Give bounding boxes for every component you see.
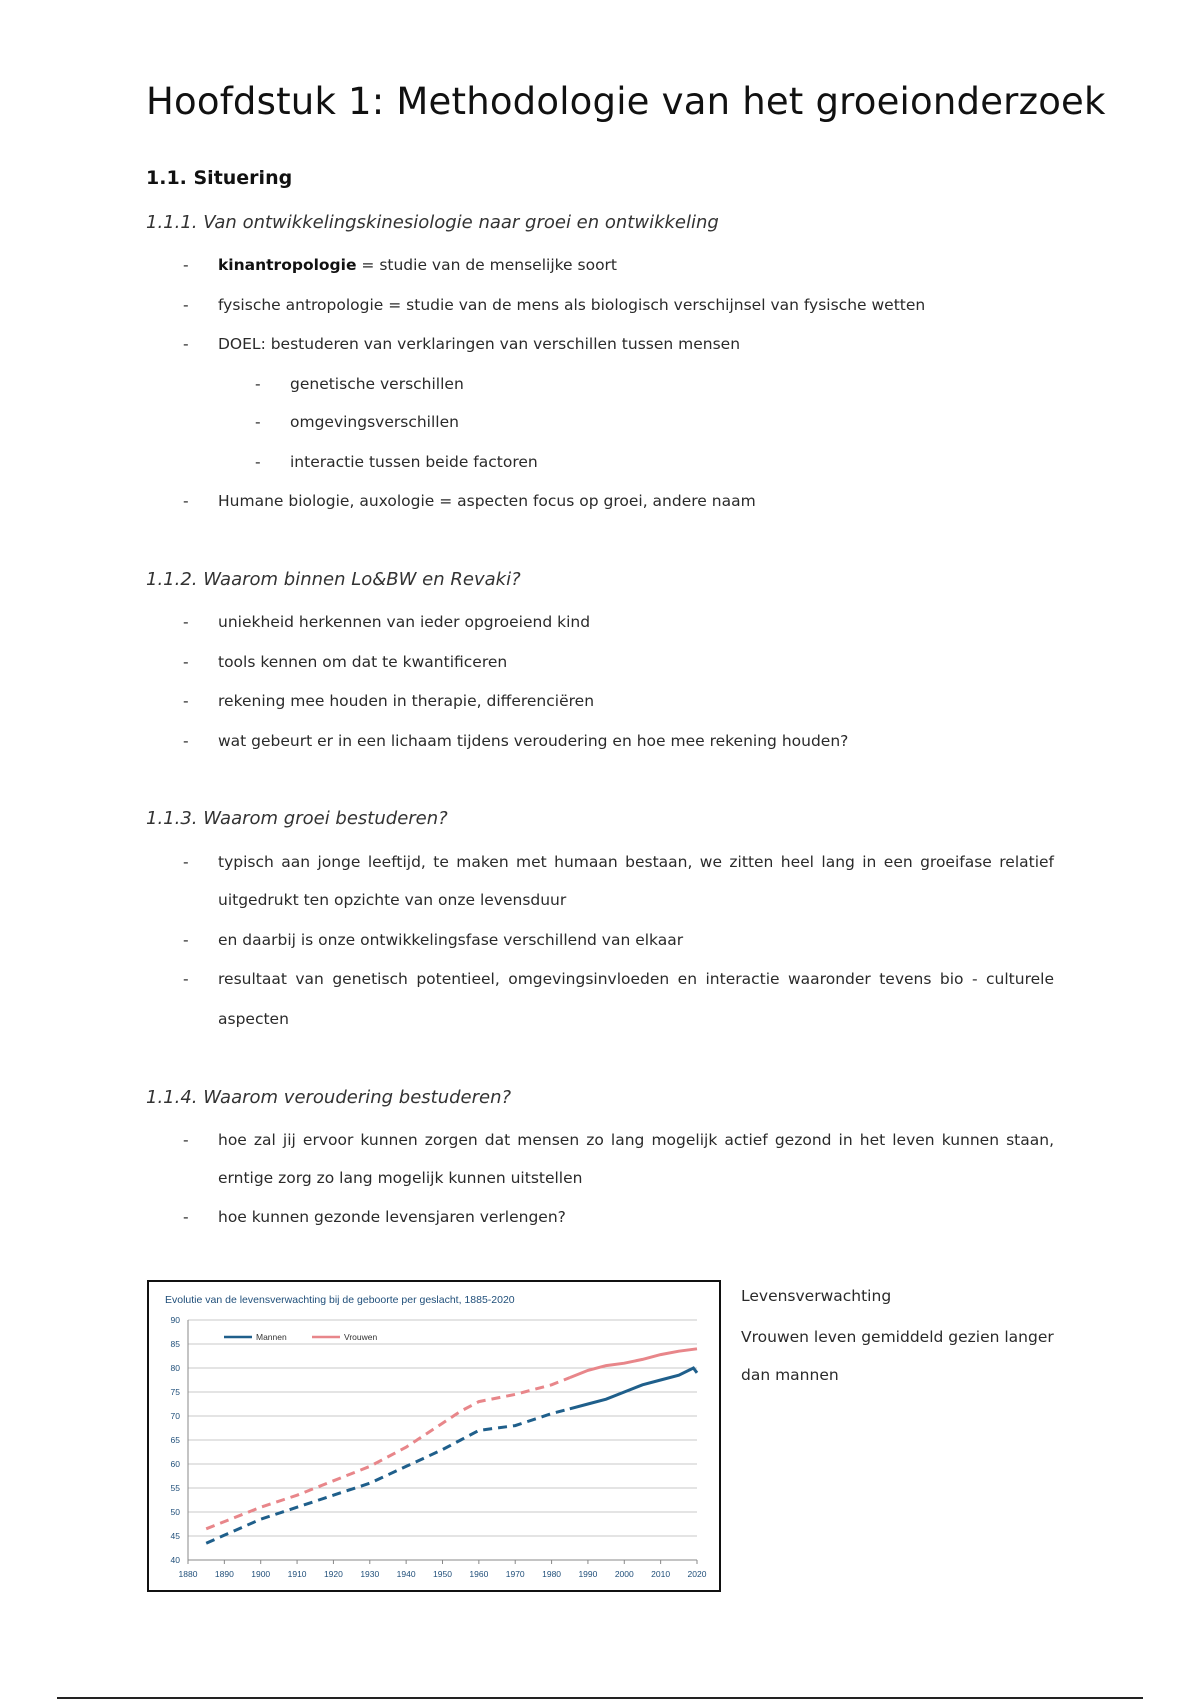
bullet-dash: - (183, 653, 189, 671)
chart-caption-text: Vrouwen leven gemiddeld gezien langer (741, 1328, 1054, 1346)
x-tick-label: 1920 (323, 1569, 343, 1579)
series-line-vrouwen-dashed (206, 1378, 570, 1529)
list-item-text: tools kennen om dat te kwantificeren (218, 653, 508, 671)
x-tick-label: 2020 (687, 1569, 707, 1579)
list-item-text-continuation: uitgedrukt ten opzichte van onze levensduur (218, 891, 567, 909)
y-tick-label: 45 (170, 1531, 180, 1541)
x-tick-label: 1890 (214, 1569, 234, 1579)
list-item-text: fysische antropologie = studie van de mens als biologisch verschijnsel van fysische wetten (218, 296, 926, 314)
y-tick-label: 80 (170, 1363, 180, 1373)
list-item-text: wat gebeurt er in een lichaam tijdens veroudering en hoe mee rekening houden? (218, 732, 849, 750)
list-item-text: resultaat van genetisch potentieel, omgevingsinvloeden en interactie waaronder tevens bio - culturele (218, 970, 1054, 988)
bullet-dash: - (183, 853, 189, 871)
bullet-dash: - (255, 375, 261, 393)
y-tick-label: 50 (170, 1507, 180, 1517)
list-item-text: typisch aan jonge leeftijd, te maken met humaan bestaan, we zitten heel lang in een groeifase relatief (218, 853, 1054, 871)
x-tick-label: 1990 (578, 1569, 598, 1579)
x-tick-label: 1940 (396, 1569, 416, 1579)
x-tick-label: 1930 (360, 1569, 380, 1579)
list-item-text (218, 256, 617, 274)
x-tick-label: 1910 (287, 1569, 307, 1579)
subsection-heading-4: 1.1.4. Waarom veroudering bestuderen? (146, 1087, 512, 1108)
bullet-dash: - (183, 613, 189, 631)
chart-grid (188, 1320, 697, 1560)
y-tick-label: 90 (170, 1315, 180, 1325)
list-item-text: DOEL: bestuderen van verklaringen van verschillen tussen mensen (218, 335, 741, 353)
bullet-dash: - (183, 492, 189, 510)
life-expectancy-chart (147, 1280, 721, 1592)
bullet-dash: - (183, 970, 189, 988)
y-tick-label: 85 (170, 1339, 180, 1349)
chart-axes (171, 1315, 707, 1579)
y-tick-label: 60 (170, 1459, 180, 1469)
subsection-heading-3: 1.1.3. Waarom groei bestuderen? (146, 808, 448, 829)
bullet-dash: - (183, 335, 189, 353)
list-item-text: hoe kunnen gezonde levensjaren verlengen? (218, 1208, 566, 1226)
x-tick-label: 1970 (505, 1569, 525, 1579)
legend-label: Mannen (256, 1332, 287, 1342)
bold-term: kinantropologie (218, 256, 357, 274)
bullet-dash: - (255, 413, 261, 431)
list-item-text: en daarbij is onze ontwikkelingsfase verschillend van elkaar (218, 931, 684, 949)
chart-caption-text: dan mannen (741, 1366, 839, 1384)
bullet-dash: - (183, 256, 189, 274)
list-item-text-continuation: aspecten (218, 1010, 289, 1028)
chart-svg (149, 1282, 719, 1590)
chart-title: Evolutie van de levensverwachting bij de geboorte per geslacht, 1885-2020 (165, 1294, 515, 1306)
bullet-dash: - (183, 692, 189, 710)
x-tick-label: 1880 (178, 1569, 198, 1579)
y-tick-label: 55 (170, 1483, 180, 1493)
x-tick-label: 2000 (614, 1569, 634, 1579)
bullet-dash: - (255, 453, 261, 471)
chart-series (206, 1349, 697, 1543)
y-tick-label: 75 (170, 1387, 180, 1397)
page-title: Hoofdstuk 1: Methodologie van het groeionderzoek (146, 80, 1106, 123)
chart-caption-title: Levensverwachting (741, 1287, 892, 1305)
x-tick-label: 2010 (651, 1569, 671, 1579)
list-item-text: interactie tussen beide factoren (290, 453, 538, 471)
bullet-dash: - (183, 1131, 189, 1149)
section-heading: 1.1. Situering (146, 167, 293, 189)
list-item-text: hoe zal jij ervoor kunnen zorgen dat mensen zo lang mogelijk actief gezond in het leven kunnen staan, (218, 1131, 1054, 1149)
term-definition: = studie van de menselijke soort (356, 256, 618, 274)
list-item-text: rekening mee houden in therapie, differenciëren (218, 692, 595, 710)
list-item-text: uniekheid herkennen van ieder opgroeiend kind (218, 613, 591, 631)
subsection-heading-2: 1.1.2. Waarom binnen Lo&BW en Revaki? (146, 569, 521, 590)
bullet-dash: - (183, 296, 189, 314)
chart-legend (224, 1332, 378, 1342)
subsection-heading-1: 1.1.1. Van ontwikkelingskinesiologie naar groei en ontwikkeling (146, 212, 719, 233)
footer-divider (57, 1697, 1143, 1699)
series-line-mannen-dashed (206, 1409, 570, 1543)
series-line-vrouwen (570, 1349, 697, 1378)
x-tick-label: 1980 (542, 1569, 562, 1579)
list-item-text: genetische verschillen (290, 375, 464, 393)
x-tick-label: 1960 (469, 1569, 489, 1579)
y-tick-label: 40 (170, 1555, 180, 1565)
y-tick-label: 70 (170, 1411, 180, 1421)
list-item-text: omgevingsverschillen (290, 413, 459, 431)
bullet-dash: - (183, 1208, 189, 1226)
list-item-text-continuation: erntige zorg zo lang mogelijk kunnen uitstellen (218, 1169, 583, 1187)
legend-label: Vrouwen (344, 1332, 378, 1342)
x-tick-label: 1900 (251, 1569, 271, 1579)
series-line-mannen (570, 1368, 697, 1409)
bullet-dash: - (183, 732, 189, 750)
x-tick-label: 1950 (433, 1569, 452, 1579)
list-item-text: Humane biologie, auxologie = aspecten focus op groei, andere naam (218, 492, 756, 510)
y-tick-label: 65 (170, 1435, 180, 1445)
bullet-dash: - (183, 931, 189, 949)
